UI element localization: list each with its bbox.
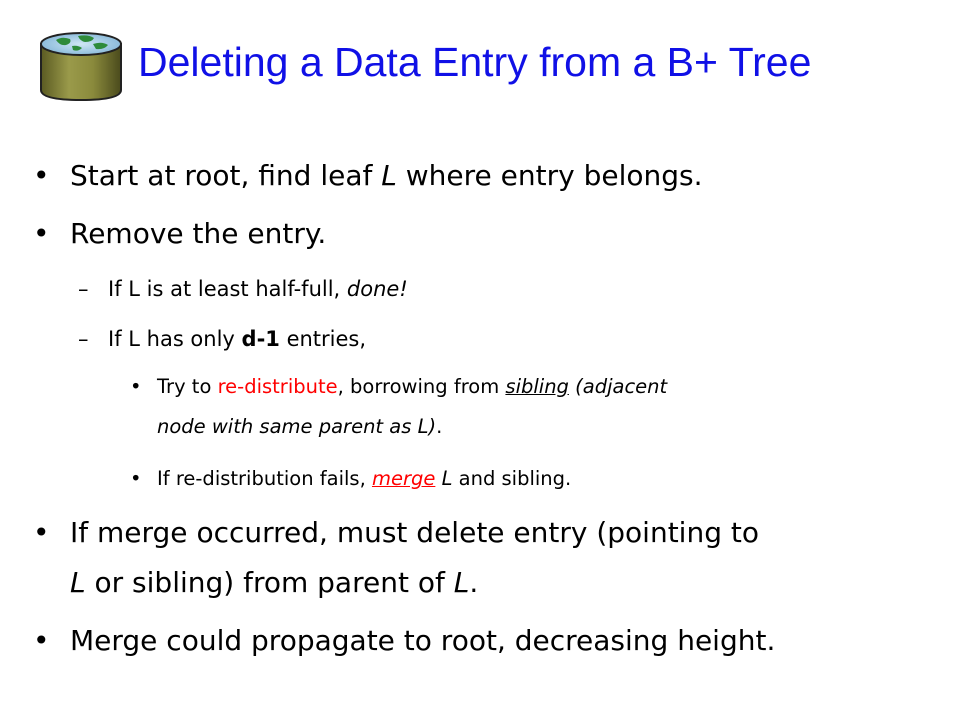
slide-title: Deleting a Data Entry from a B+ Tree: [138, 39, 812, 85]
third-bullet-2-text: If re-distribution fails,: [157, 467, 372, 490]
sub-bullet-2-text-end: entries,: [279, 327, 367, 351]
bullet-1: [70, 156, 703, 196]
third-bullet-2-marker: •: [130, 467, 142, 490]
d-minus-1: d-1: [241, 327, 280, 351]
third-bullet-2: [157, 463, 571, 495]
bullet-4-text: Merge could propagate to root, decreasing height.: [70, 624, 776, 657]
bullet-3-period: .: [469, 566, 479, 599]
third-bullet-1-text: Try to: [157, 375, 218, 398]
sub-bullet-2-text: If L has only: [108, 327, 242, 351]
sub-bullet-1-marker: –: [78, 277, 89, 301]
done-text: done!: [346, 277, 408, 301]
bullet-3-line-2: [70, 563, 478, 603]
third-bullet-1-line-2-text: node with same parent as L): [157, 415, 437, 438]
bullet-2-marker: •: [33, 217, 50, 250]
third-bullet-1-line-2: [157, 411, 442, 443]
bullet-1-text: Start at root, find leaf: [70, 159, 382, 192]
leaf-L-2: L: [441, 467, 453, 490]
bullet-2-text: Remove the entry.: [70, 217, 327, 250]
bullet-4-marker: •: [33, 624, 50, 657]
leaf-L-4: L: [453, 566, 470, 599]
third-bullet-1-period: .: [436, 415, 443, 438]
third-bullet-1-text-2: , borrowing from: [337, 375, 506, 398]
bullet-1-text-end: where entry belongs.: [396, 159, 703, 192]
bullet-3-marker: •: [33, 516, 50, 549]
merge-term: merge: [371, 467, 436, 490]
sub-bullet-2: [108, 322, 366, 356]
bullet-4: [70, 621, 775, 661]
bullet-3: [70, 513, 759, 553]
bullet-2: [70, 214, 326, 254]
sub-bullet-2-marker: –: [78, 327, 89, 351]
leaf-L-3: L: [70, 566, 86, 599]
bullet-3-line-2-text: or sibling) from parent of: [85, 566, 454, 599]
third-bullet-1-marker: •: [130, 375, 142, 398]
sub-bullet-1: [108, 272, 408, 306]
third-bullet-1: [157, 371, 667, 403]
redistribute-term: re-distribute: [217, 375, 338, 398]
leaf-L: L: [381, 159, 397, 192]
bullet-3-line-1: If merge occurred, must delete entry (pointing to: [70, 516, 759, 549]
database-globe-icon: [38, 30, 124, 102]
third-bullet-2-text-end: and sibling.: [452, 467, 572, 490]
sub-bullet-1-text: If L is at least half-full,: [108, 277, 347, 301]
third-bullet-1-text-3: (adjacent: [568, 375, 668, 398]
bullet-1-marker: •: [33, 159, 50, 192]
sibling-term: sibling: [505, 375, 569, 398]
